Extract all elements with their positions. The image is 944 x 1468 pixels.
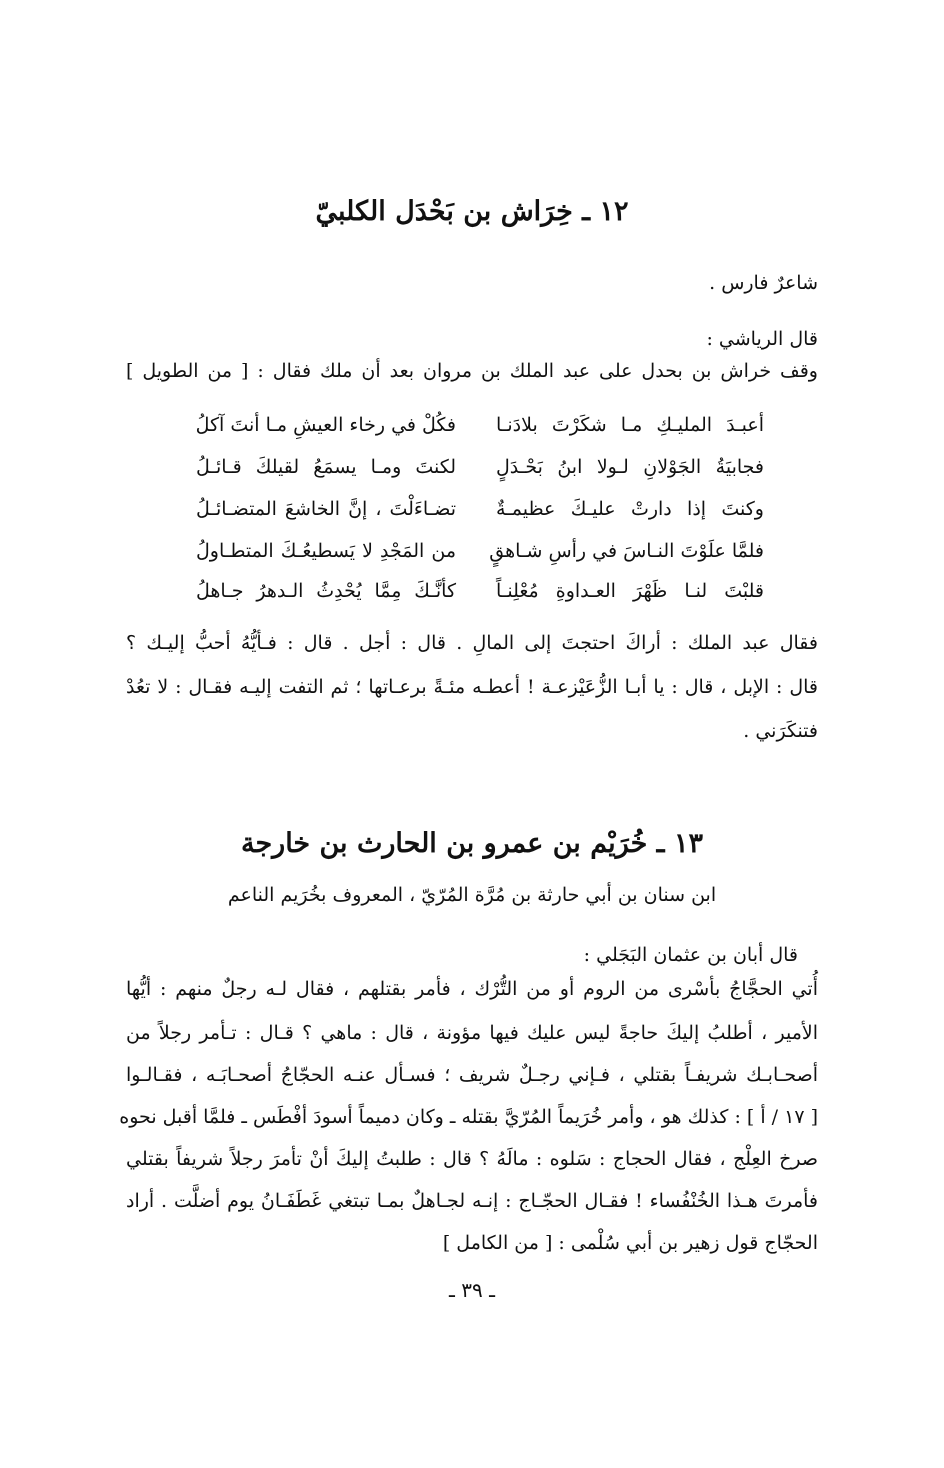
section-12-title: ١٢ ـ خِرَاش بن بَحْدَل الكلبيّ xyxy=(315,196,629,227)
section-12-source: قال الرياشي : xyxy=(706,328,818,350)
page-number: ـ ٣٩ ـ xyxy=(449,1278,495,1302)
verse-5-second-hemistich: كأنَّـكَ مِمَّا يُحْدِثُ الـدهرُ جـاهلُ xyxy=(196,580,456,602)
verse-5-first-hemistich: قلبْتَ لنـا ظَهْرَ العـداوةِ مُعْلِنـاً xyxy=(496,580,764,602)
section-12-paragraph-line: فتنكَرَني . xyxy=(743,720,818,742)
section-13-paragraph-line: فأمرتَ هـذا الخُنْفُساء ! فقـال الحجّـاج : إنـه لجـاهلٌ بمـا تبتغي غَطَفَـانُ يوم أضلَّت . أراد xyxy=(126,1190,818,1212)
section-13-paragraph-line: الأمير ، أطلبُ إليكَ حاجةً ليس عليك فيها مؤونة ، قال : ماهي ؟ قـال : تـأمر رجلاً من xyxy=(126,1022,818,1044)
verse-2-second-hemistich: لكنتَ ومـا يسمَعُ لقيلكَ قـائـلُ xyxy=(196,456,456,478)
section-13-paragraph-line: أُتي الحجَّاجُ بأسْرى من الروم أو من التُّرْك ، فأمر بقتلهم ، فقال لـه رجلٌ منهم : أيُّها xyxy=(126,978,818,1000)
verse-3-first-hemistich: وكنتَ إذا دارتْ عليـكَ عظيمـةٌ xyxy=(496,498,764,520)
verse-3-second-hemistich: تضـاءَلْتَ ، إنَّ الخاشعَ المتضـائـلُ xyxy=(196,498,456,520)
verse-2-first-hemistich: فجابيَةُ الجَوْلانِ لـولا ابنُ بَحْـدَلٍ xyxy=(496,456,764,478)
verse-1-second-hemistich: فكُلْ في رخاء العيشِ مـا أنتَ آكلُ xyxy=(195,414,456,436)
section-12-paragraph-line: قال : الإبل ، قال : يا أبـا الزُّعَيْزعـة ! أعطـه مئـةً برعـاتها ؛ ثم التفت إليـه فقـال : لا تعُدْ xyxy=(126,676,818,698)
verse-4-first-hemistich: فلمَّا علَوْتَ النـاسَ في رأسِ شـاهقٍ xyxy=(489,540,764,562)
section-13-paragraph-line: الحجّاج قول زهير بن أبي سُلْمى : [ من الكامل ] xyxy=(442,1232,818,1254)
verse-4-second-hemistich: من المَجْدِ لا يَسطيعُـكَ المتطـاولُ xyxy=(196,540,456,562)
section-12-intro: شاعرٌ فارس . xyxy=(709,272,818,294)
section-13-source: قال أبان بن عثمان البَجَلي : xyxy=(583,944,798,966)
section-12-paragraph-line: فقال عبد الملك : أراكَ احتجتَ إلى المالِ . قال : أجل . قال : فـأيُّهُ أحبُّ إليـك ؟ xyxy=(126,632,818,654)
section-13-paragraph-line: أصحـابـك شريفـاً بقتلي ، فـإني رجـلٌ شريف ؛ فسـأل عنـه الحجّاجُ أصحـابَـه ، فقـالـوا xyxy=(126,1064,819,1086)
verse-1-first-hemistich: أعبـدَ المليـكِ مـا شكَرْتَ بلادَنـا xyxy=(496,414,764,436)
section-13-subtitle: ابن سنان بن أبي حارثة بن مُرَّة المُرّيّ ، المعروف بخُرَيم الناعم xyxy=(227,884,717,906)
section-13-paragraph-line: صرخ العِلْج ، فقال الحجاج : سَلوه : مالَهُ ؟ قال : طلبتُ إليكَ أنْ تأمرَ رجلاً شريفاً بقتلي xyxy=(126,1148,818,1170)
section-13-paragraph-line: [ ١٧ / أ ] : كذلك هو ، وأمر خُرَيماً المُرّيَّ بقتله ـ وكان دميماً أسودَ أفْطَس ـ فلمَّا أقبل نحوه xyxy=(119,1106,818,1128)
section-13-title: ١٣ ـ خُرَيْم بن عمرو بن الحارث بن خارجة xyxy=(240,828,704,859)
section-12-context: وقف خراش بن بحدل على عبد الملك بن مروان بعد أن ملك فقال : [ من الطويل ] xyxy=(126,360,818,382)
